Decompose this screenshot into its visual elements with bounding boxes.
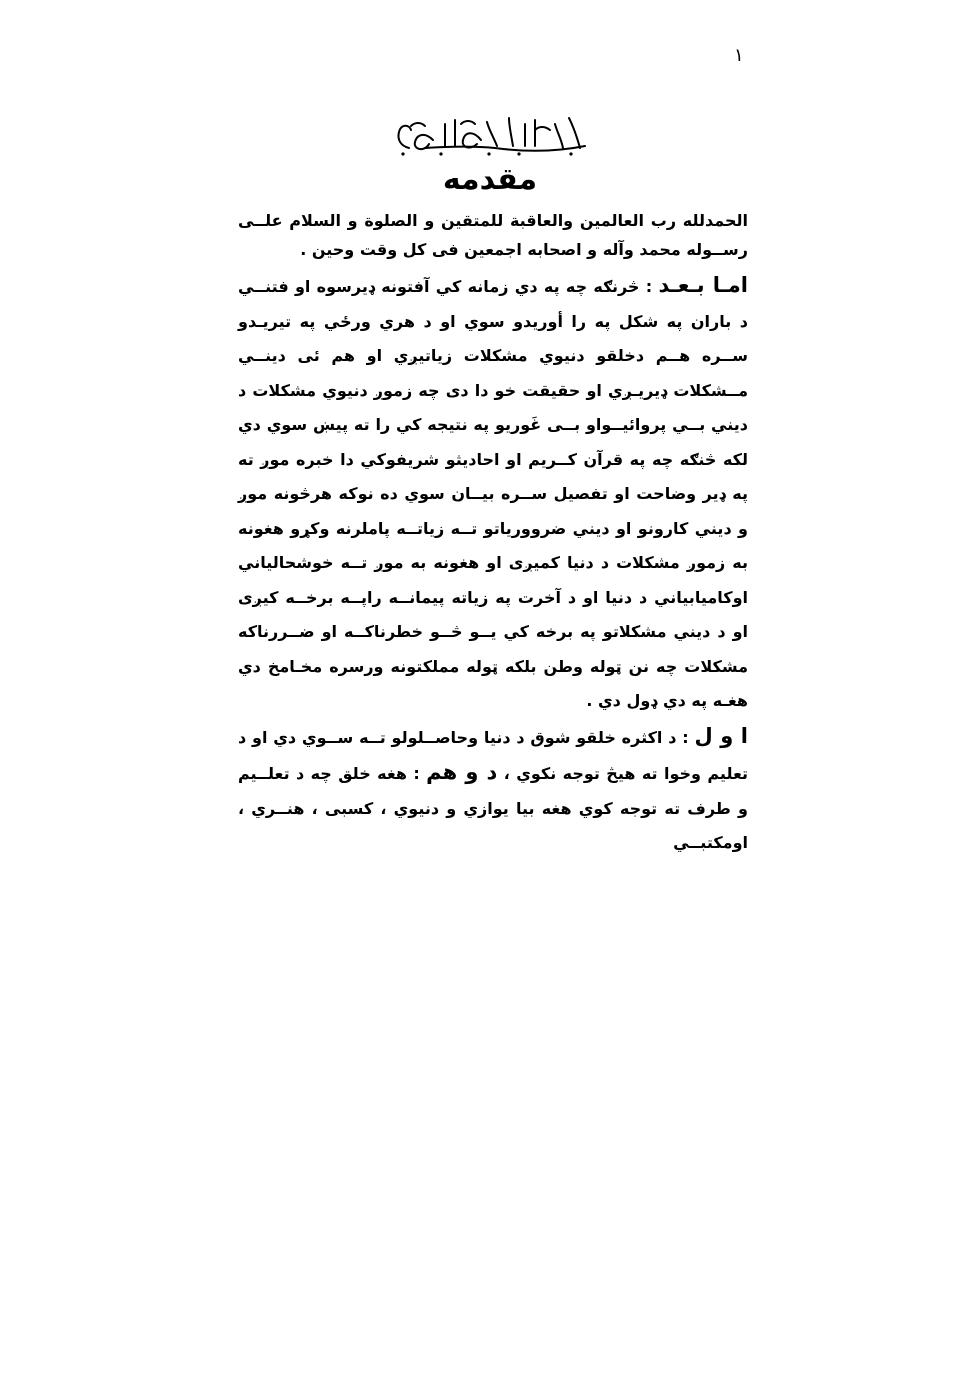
second-point-label: د و هم	[426, 760, 498, 784]
page-number: ١	[734, 45, 744, 66]
first-point-label: ا و ل	[694, 723, 748, 748]
body-text	[238, 206, 748, 861]
amma-bad-text: : څرنګه چه په دي زمانه کي آفتونه ډيرسوه او فتنــي د باران په شکل په را أوريدو سوي او د هري ورځي په تيريـدو ســره هــم دخلقو دنيوي مشکلات زياتيږي او هم ئی دينــي مــشکلات ډيريـږي او حقيقت خو دا دی چه زموږ دنيوي مشکلات د ديني بــي پروائيــواو بــی غَوريو په نتيجه کي را ته پيښ سوي دي لکه څنګه چه په قرآن کــريم او احاديثو شريفوکي دا خبره موږ ته په ډير وضاحت او تفصيل ســره بيــان سوي ده نوکه هرڅونه موږ و ديني کارونو او ديني ضروورياتو تــه زياتــه پاملرنه وکړو هغونه به زموږ مشکلات د دنيا کميږی او هغونه به موږ تــه خوشحالياني اوکاميابياني د دنيا او د آخرت په زياته پيمانــه راپــه برخــه کيږی او د ديني مشکلاتو په برخه کي يــو څــو خطرناکــه او ضــررناکه مشکلات چه نن ټوله وطن بلکه ټوله مملکتونه ورسره مخـامخ دي هغـه په دي ډول دي .	[238, 277, 748, 710]
first-point-text: : د اکثره خلقو شوق د دنيا وحاصــلولو تــه ســوي دي او د تعليم وخوا ته هيڅ توجه نکوي ،	[238, 727, 749, 783]
praise-paragraph: الحمدلله رب العالمين والعاقبة للمتقين و الصلوة و السلام علــى رســوله محمد وآله و اصحابه اجمعين فی کل وقت وحين .	[238, 211, 748, 259]
amma-bad-paragraph	[238, 268, 748, 719]
first-point-paragraph	[238, 719, 748, 861]
second-point-text: : هغه خلق چه د تعلــيم و طرف ته توجه کوي هغه بيا يوازي و دنيوي ، کسبی ، هنــري ، اومکتبــي	[238, 764, 748, 852]
page-title: مقدمه	[442, 162, 538, 197]
amma-bad-label: امـا بـعـد	[658, 273, 748, 297]
basmala-calligraphy	[385, 110, 595, 160]
